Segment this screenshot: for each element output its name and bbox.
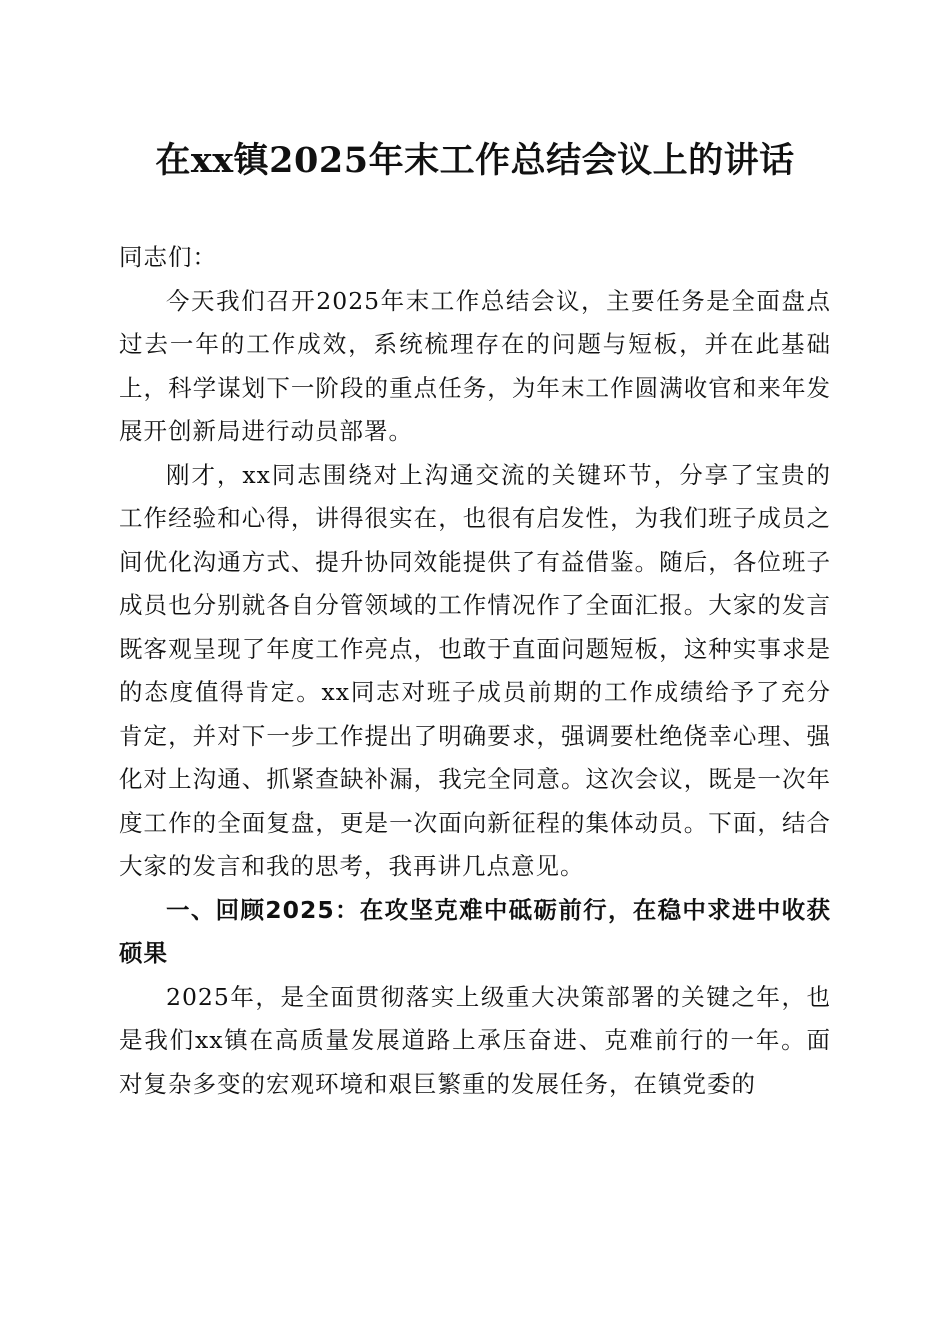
- section-paragraph: 2025年，是全面贯彻落实上级重大决策部署的关键之年，也是我们xx镇在高质量发展道路上承压奋进、克难前行的一年。面对复杂多变的宏观环境和艰巨繁重的发展任务，在镇党委的: [119, 982, 831, 1098]
- salutation: 同志们：: [119, 243, 217, 271]
- paragraph-review: 刚才，xx同志围绕对上沟通交流的关键环节，分享了宝贵的工作经验和心得，讲得很实在，也很有启发性，为我们班子成员之间优化沟通方式、提升协同效能提供了有益借鉴。随后，各位班子成员也分别就各自分管领域的工作情况作了全面汇报。大家的发言既客观呈现了年度工作亮点，也敢于直面问题短板，这种实事求是的态度值得肯定。xx同志对班子成员前期的工作成绩给予了充分肯定，并对下一步工作提出了明确要求，强调要杜绝侥幸心理、强化对上沟通、抓紧查缺补漏，我完全同意。这次会议，既是一次年度工作的全面复盘，更是一次面向新征程的集体动员。下面，结合大家的发言和我的思考，我再讲几点意见。: [119, 460, 831, 880]
- paragraph-intro: 今天我们召开2025年末工作总结会议，主要任务是全面盘点过去一年的工作成效，系统梳理存在的问题与短板，并在此基础上，科学谋划下一阶段的重点任务，为年末工作圆满收官和来年发展开创新局进行动员部署。: [119, 286, 831, 445]
- document-body: [119, 236, 831, 1106]
- section-heading: 一、回顾2025：在攻坚克难中砥砺前行，在稳中求进中收获硕果: [119, 895, 831, 967]
- document-title: 在xx镇2025年末工作总结会议上的讲话: [155, 140, 795, 181]
